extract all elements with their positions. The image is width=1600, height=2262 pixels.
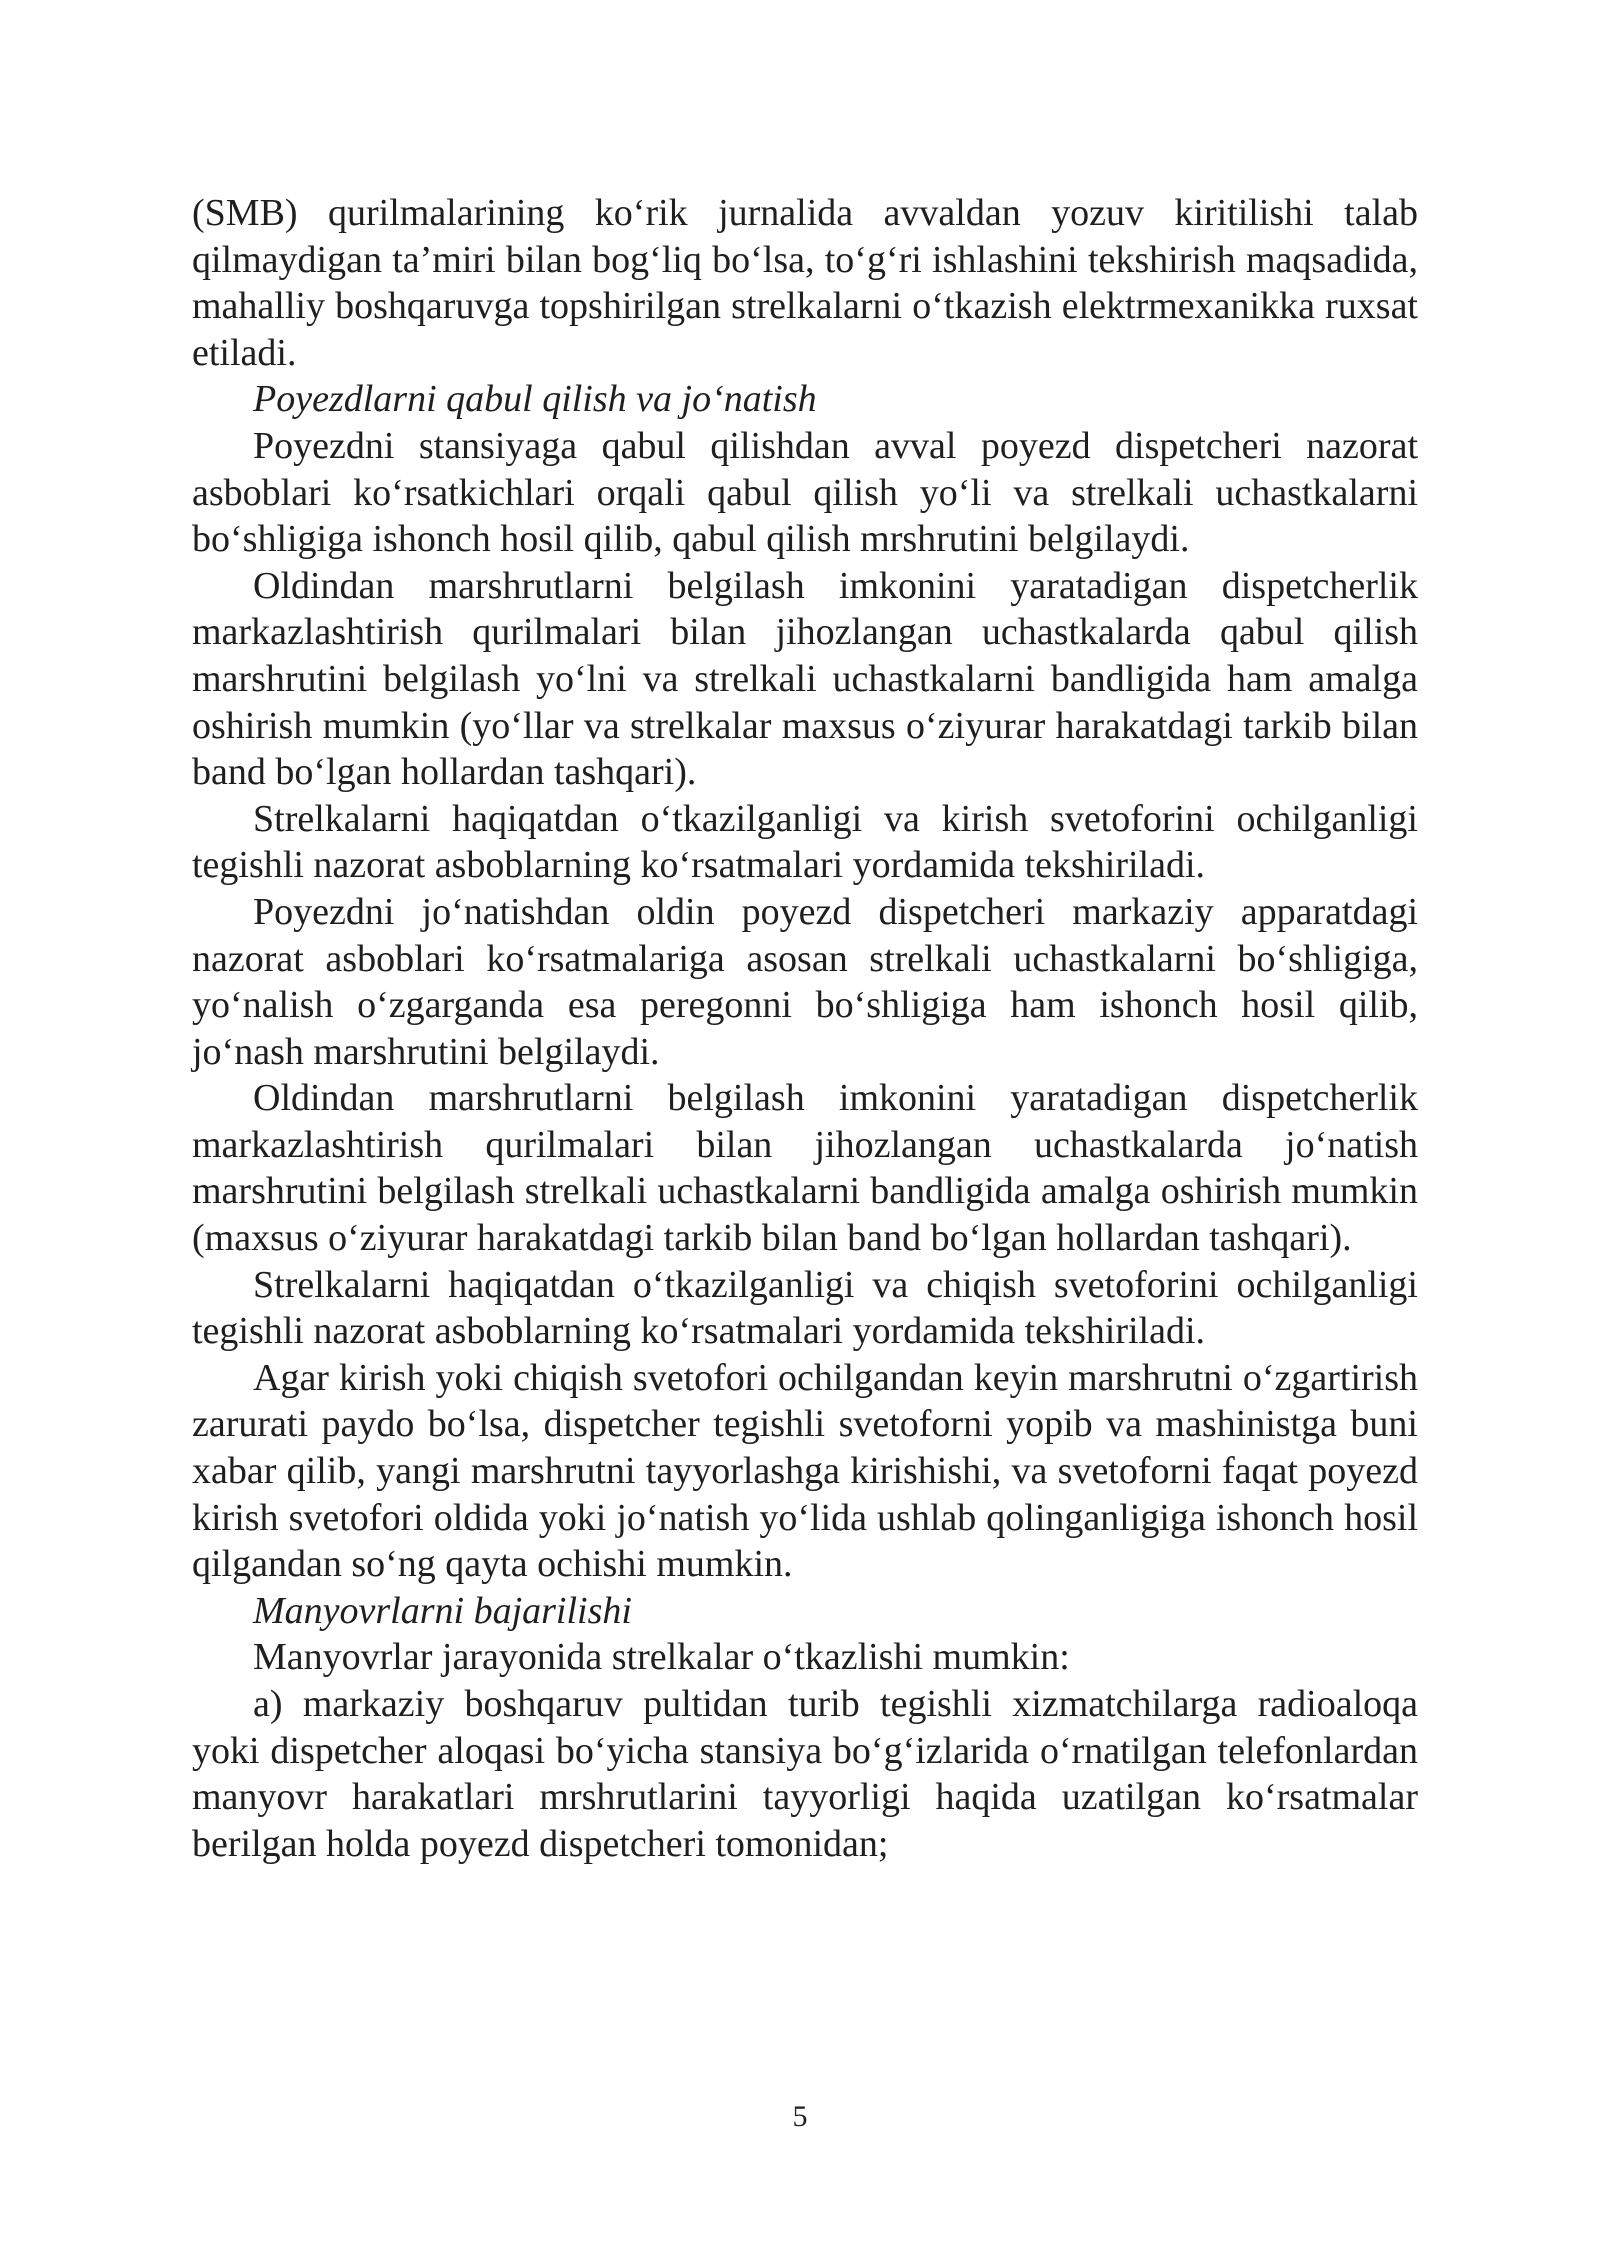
paragraph-departure-route: Poyezdni jo‘natishdan oldin poyezd dispetcheri markaziy apparatdagi nazorat asboblari ko‘rsatmalariga asosan strelkali uchastkalarni bo‘shligiga, yo‘nalish o‘zgarganda esa peregonni bo‘shligiga ham ishonch hosil qilib, jo‘nash marshrutini belgilaydi. [192, 890, 1418, 1073]
page-number: 5 [792, 2100, 808, 2133]
paragraph-entry-signal-check: Strelkalarni haqiqatdan o‘tkazilganligi va kirish svetoforini ochilganligi tegishli nazorat asboblarning ko‘rsatmalari yordamida tekshiriladi. [192, 797, 1418, 887]
paragraph-exit-signal-check: Strelkalarni haqiqatdan o‘tkazilganligi va chiqish svetoforini ochilganligi tegishli nazorat asboblarning ko‘rsatmalari yordamida tekshiriladi. [192, 1263, 1418, 1353]
paragraph-route-change: Agar kirish yoki chiqish svetofori ochilgandan keyin marshrutni o‘zgartirish zarurati paydo bo‘lsa, dispetcher tegishli svetoforni yopib va mashinistga buni xabar qilib, yangi marshrutni tayyorlashga kirishishi, va svetoforni faqat poyezd kirish svetofori oldida yoki jo‘natish yo‘lida ushlab qolinganligiga ishonch hosil qilgandan so‘ng qayta ochishi mumkin. [192, 1356, 1418, 1586]
paragraph-reception-advance-routes: Oldindan marshrutlarni belgilash imkonini yaratadigan dispetcherlik markazlashtirish qurilmalari bilan jihozlangan uchastkalarda qabul qilish marshrutini belgilash yo‘lni va strelkali uchastkalarni bandligida ham amalga oshirish mumkin (yo‘llar va strelkalar maxsus o‘ziyurar harakatdagi tarkib bilan band bo‘lgan hollardan tashqari). [192, 564, 1418, 794]
paragraph-departure-advance-routes: Oldindan marshrutlarni belgilash imkonini yaratadigan dispetcherlik markazlashtirish qurilmalari bilan jihozlangan uchastkalarda jo‘natish marshrutini belgilash strelkali uchastkalarni bandligida amalga oshirish mumkin (maxsus o‘ziyurar harakatdagi tarkib bilan band bo‘lgan hollardan tashqari). [192, 1077, 1418, 1260]
paragraph-reception-route: Poyezdni stansiyaga qabul qilishdan avval poyezd dispetcheri nazorat asboblari ko‘rsatkichlari orqali qabul qilish yo‘li va strelkali uchastkalarni bo‘shligiga ishonch hosil qilib, qabul qilish mrshrutini belgilaydi. [192, 424, 1418, 561]
document-body [192, 190, 1418, 1867]
paragraph-smb-continuation: (SMB) qurilmalarining ko‘rik jurnalida avvaldan yozuv kiritilishi talab qilmaydigan ta’miri bilan bog‘liq bo‘lsa, to‘g‘ri ishlashini tekshirish maqsadida, mahalliy boshqaruvga topshirilgan strelkalarni o‘tkazish elektrmexanikka ruxsat etiladi. [192, 192, 1418, 374]
section-heading-train-reception: Poyezdlarni qabul qilish va jo‘natish [253, 378, 817, 421]
list-item-a: a) markaziy boshqaruv pultidan turib tegishli xizmatchilarga radioaloqa yoki dispetcher aloqasi bo‘yicha stansiya bo‘g‘izlarida o‘rnatilgan telefonlardan manyovr harakatlari mrshrutlarini tayyorligi haqida uzatilgan ko‘rsatmalar berilgan holda poyezd dispetcheri tomonidan; [192, 1683, 1418, 1865]
paragraph-shunting-intro: Manyovrlar jarayonida strelkalar o‘tkazlishi mumkin: [253, 1636, 1070, 1679]
section-heading-shunting: Manyovrlarni bajarilishi [253, 1589, 632, 1632]
